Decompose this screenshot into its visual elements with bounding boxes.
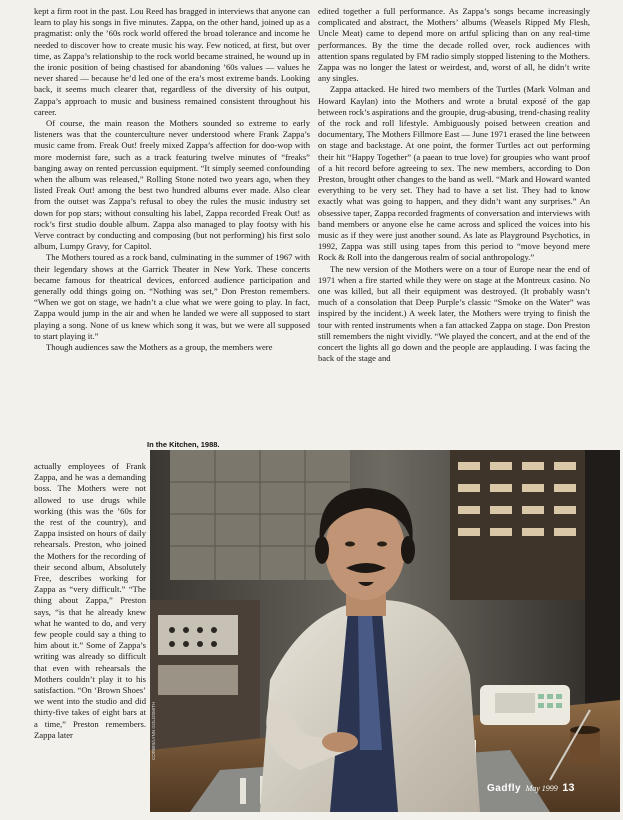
paragraph: Though audiences saw the Mothers as a group, the members were [46, 342, 273, 353]
issue-date: May 1999 [525, 784, 558, 793]
photo-credit: CORBIS/LYNN GOLDSMITH [151, 701, 156, 760]
studio-portrait-photo [150, 450, 620, 812]
left-column [34, 6, 310, 353]
right-column [318, 6, 590, 365]
page-footer [487, 778, 575, 796]
paragraph: Of course, the main reason the Mothers sounded so extreme to early listeners was that the counterculture never understood where Frank Zappa’s music came from. Freak Out! freely mixed Zappa’s affection for doo-wop with more modernist fare, such as a track featuring twelve minutes of “freaks” banging away on rented percussion equipment. “It simply seemed confounding when the album was released,” Rolling Stone noted two years ago, when they listed Freak Out! among the best two hundred albums ever made. Also clear from the outset was Zappa’s refusal to obey the rules the music industry set down for pop stars; without consulting his label, Zappa recorded Freak Out! as rock’s first studio double album. Zappa also managed to play footsy with his Verve contract by conducting and composing (but not performing) his first solo album, Lumpy Gravy, for Capitol. [34, 118, 310, 252]
paragraph: The new version of the Mothers were on a tour of Europe near the end of 1971 when a fire started while they were on stage at the Montreux casino. No one was killed, but all their equipment was destroyed. (It probably wasn’t much of a consolation that Deep Purple’s classic “Smoke on the Water” was inspired by the incident.) A week later, the Mothers were trying to finish the tour with rented instruments when a fan attacked Zappa on stage. Don Preston still remembers the night vividly. “We played the concert, and at the end of the concert the lights all go down and the people are applauding. I was facing the back of the stage and [318, 263, 590, 364]
magazine-name: Gadfly [487, 783, 522, 794]
paragraph: Zappa attacked. He hired two members of the Turtles (Mark Volman and Howard Kaylan) into the Mothers and wrote a brutal exposé of the gap between rock’s aspirations and the groupie, drug-abusing, trend-chasing reality of the rock and roll lifestyle. Ambiguously poised between creation and documentary, The Mothers Fillmore East — June 1971 erased the line between on stage and backstage. At one point, the former Turtles act out performing their hit “Happy Together” (a paean to true love) for groupies who want proof of a hit record before agreeing to sex. The new members, according to Don Preston, brought other changes to the band as well. “Mark and Howard wanted everything to be very set. They had to have a set list. They had to know exactly what was going to happen, and they didn’t want any surprises.” An obsessive taper, Zappa recorded fragments of conversation and interviews with band members or anyone else he came across and spliced the voices into his music as if they were just another sound. As late as Playground Psychotics, in 1992, Zappa was still using tapes from this period to “move beyond mere Rock & Roll into the dangerous realm of social anthropology.” [318, 84, 590, 263]
photo-illustration [150, 450, 620, 812]
photo-caption: In the Kitchen, 1988. [147, 440, 220, 449]
narrow-column: actually employees of Frank Zappa, and he was a demanding boss. The Mothers were not allowed to use drugs while working (this was the ’60s for the rest of the country), and Zappa insisted on hours of daily rehearsals. Preston, who joined the Mothers for the recording of their second album, Absolutely Free, describes working for Zappa as “very difficult.” “The thing about Zappa,” Preston says, “is that he already knew what he wanted to do, and very few people could say a thing to him about it.” Some of Zappa’s writing was already so difficult that even with rehearsals the Mothers couldn’t play it to his satisfaction. “On ‘Brown Shoes’ we went into the studio and did thirty-five takes of eight bars at a time,” Preston remembers. Zappa later [34, 461, 146, 740]
page-number: 13 [562, 782, 575, 794]
paragraph: The Mothers toured as a rock band, culminating in the summer of 1967 with their legendary shows at the Garrick Theater in New York. These concerts became famous for theatrical devices, enforced audience participation and generally odd things going on. “Nothing was set,” Don Preston remembers. “When we got on stage, we hadn’t a clue what we were going to play. In fact, Zappa would jump in the air and when he landed we were all supposed to start playing a song. None of us knew which song it was, but we were all supposed to start playing it.” [34, 252, 310, 341]
paragraph: kept a firm root in the past. Lou Reed has bragged in interviews that anyone can learn to play his songs in five minutes. Zappa, on the other hand, joined up as a pragmatist: only the ’60s rock world offered the broad tolerance and income he needed to discover how to create music his way. Few noticed, at first, but over time, as Zappa’s relationship to the rock world became strained, he wound up in the ironic position of being chastised for abandoning ’60s values — values he never shared — because he’d led one of the era’s most extreme bands. Looking back, it seems much clearer that, regardless of the diversity of his output, Zappa’s approach to music and business remained consistent throughout his career. [34, 6, 310, 117]
paragraph: edited together a full performance. As Zappa’s songs became increasingly complicated and abstract, the Mothers’ albums (Weasels Ripped My Flesh, Uncle Meat) came to depend more on artful splicing than on any real-time performances. By the time the decade rolled over, rock audiences with attention spans regulated by FM radio simply stopped listening to the Mothers. Zappa was no longer the latest or weirdest, and, worst of all, he didn’t write any singles. [318, 6, 590, 84]
